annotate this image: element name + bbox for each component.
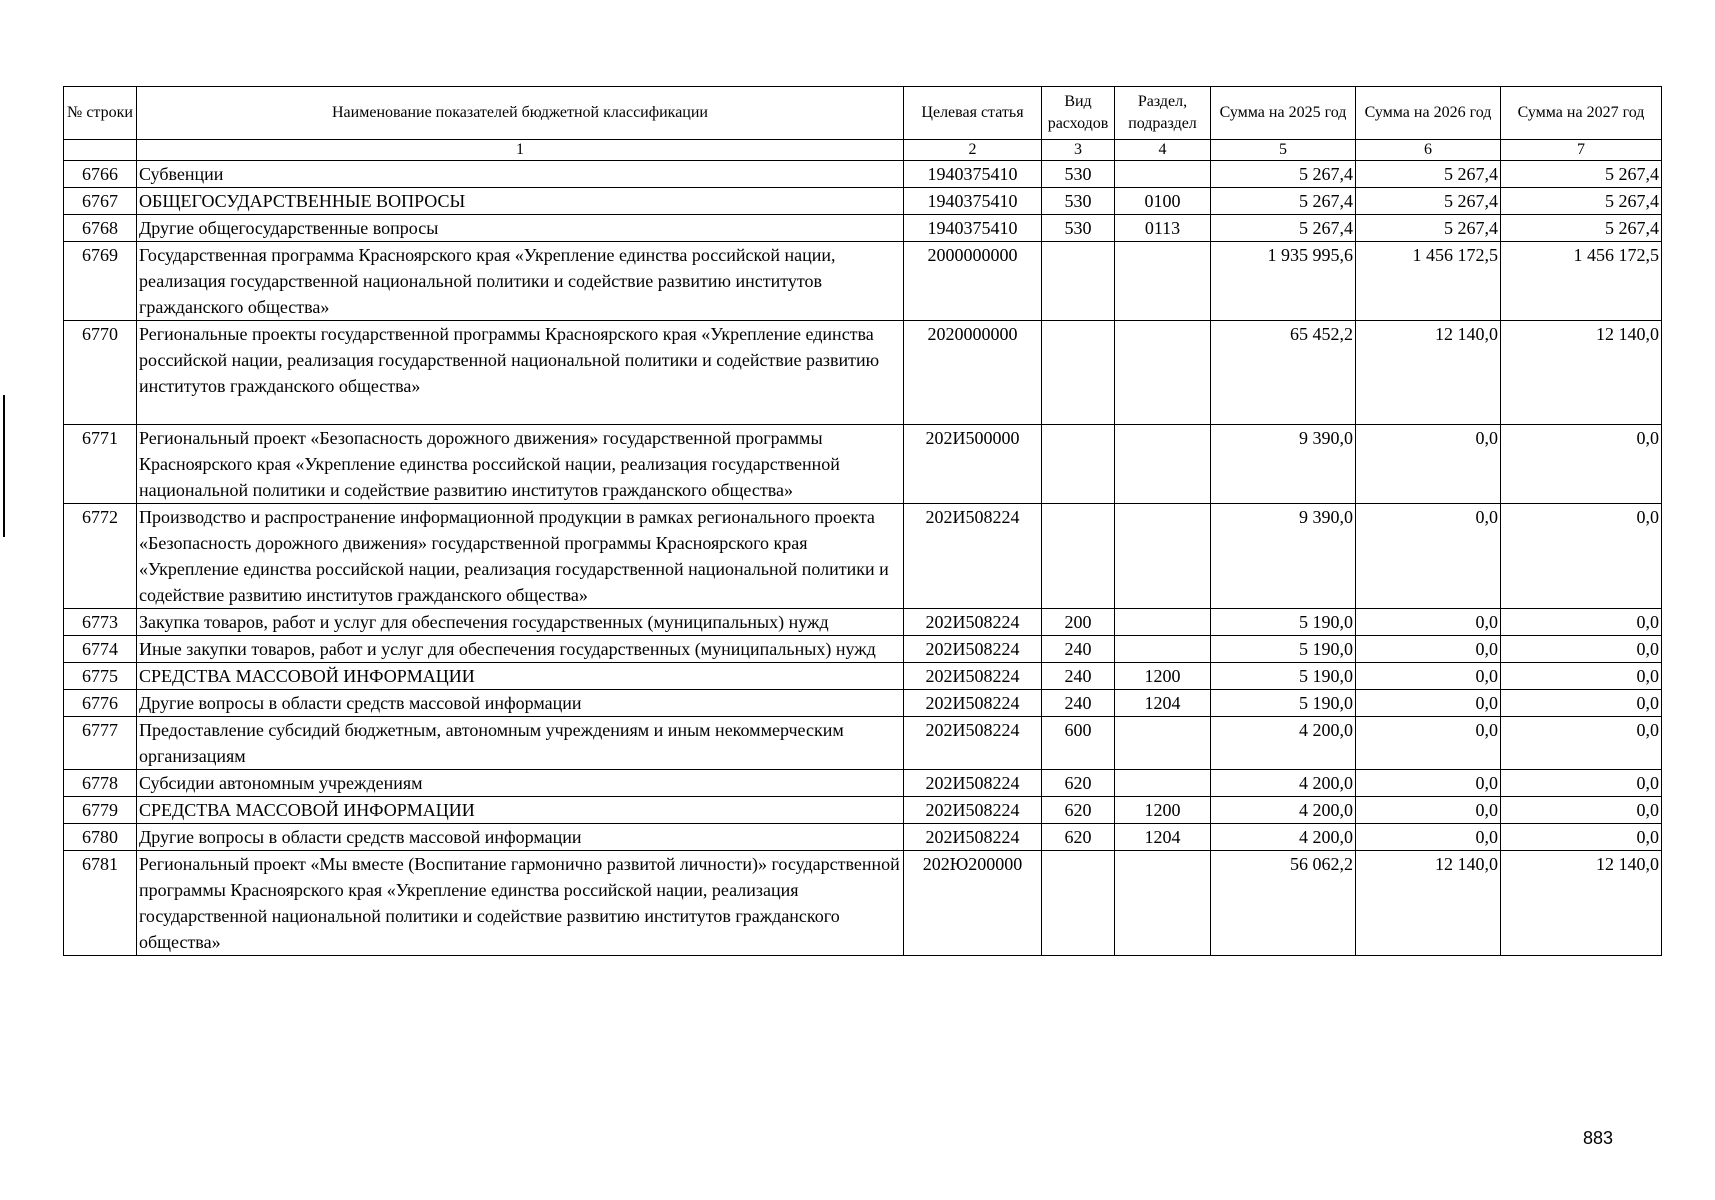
row-sum-2026: 0,0 bbox=[1356, 609, 1501, 636]
row-expense-type bbox=[1042, 242, 1115, 321]
table-row bbox=[64, 663, 1662, 690]
table-row bbox=[64, 690, 1662, 717]
header-section: Раздел, подраздел bbox=[1115, 87, 1211, 140]
row-number: 6777 bbox=[64, 717, 137, 770]
row-expense-type: 240 bbox=[1042, 663, 1115, 690]
row-sum-2025: 56 062,2 bbox=[1211, 851, 1356, 956]
row-name: Субсидии автономным учреждениям bbox=[137, 770, 904, 797]
row-sum-2025: 5 190,0 bbox=[1211, 663, 1356, 690]
row-sum-2027: 12 140,0 bbox=[1501, 321, 1662, 425]
row-section bbox=[1115, 321, 1211, 425]
row-section bbox=[1115, 504, 1211, 609]
row-name: Другие вопросы в области средств массовой информации bbox=[137, 690, 904, 717]
row-target-article: 1940375410 bbox=[904, 188, 1042, 215]
row-sum-2025: 4 200,0 bbox=[1211, 717, 1356, 770]
column-number: 1 bbox=[137, 140, 904, 161]
row-sum-2026: 0,0 bbox=[1356, 663, 1501, 690]
row-section: 1200 bbox=[1115, 663, 1211, 690]
row-number: 6766 bbox=[64, 161, 137, 188]
row-section: 0113 bbox=[1115, 215, 1211, 242]
row-expense-type bbox=[1042, 851, 1115, 956]
row-sum-2025: 5 267,4 bbox=[1211, 215, 1356, 242]
column-number: 3 bbox=[1042, 140, 1115, 161]
row-number: 6773 bbox=[64, 609, 137, 636]
row-sum-2025: 65 452,2 bbox=[1211, 321, 1356, 425]
row-target-article: 202И500000 bbox=[904, 425, 1042, 504]
row-name: Предоставление субсидий бюджетным, автономным учреждениям и иным некоммерческим организациям bbox=[137, 717, 904, 770]
row-sum-2026: 0,0 bbox=[1356, 770, 1501, 797]
row-section bbox=[1115, 609, 1211, 636]
column-number: 5 bbox=[1211, 140, 1356, 161]
row-name: Другие общегосударственные вопросы bbox=[137, 215, 904, 242]
row-target-article: 202И508224 bbox=[904, 636, 1042, 663]
row-number: 6779 bbox=[64, 797, 137, 824]
column-number: 7 bbox=[1501, 140, 1662, 161]
row-number: 6775 bbox=[64, 663, 137, 690]
row-section: 1204 bbox=[1115, 690, 1211, 717]
row-name: Другие вопросы в области средств массовой информации bbox=[137, 824, 904, 851]
budget-table bbox=[63, 86, 1662, 956]
row-sum-2027: 0,0 bbox=[1501, 690, 1662, 717]
row-name: Региональные проекты государственной программы Красноярского края «Укрепление единства российской нации, реализация государственной национальной политики и содействие развитию институтов гражданского общества» bbox=[137, 321, 904, 425]
row-name: СРЕДСТВА МАССОВОЙ ИНФОРМАЦИИ bbox=[137, 663, 904, 690]
table-row bbox=[64, 321, 1662, 425]
row-expense-type bbox=[1042, 504, 1115, 609]
margin-line bbox=[3, 395, 5, 537]
row-number: 6771 bbox=[64, 425, 137, 504]
table-row bbox=[64, 797, 1662, 824]
row-sum-2027: 12 140,0 bbox=[1501, 851, 1662, 956]
row-expense-type: 530 bbox=[1042, 161, 1115, 188]
row-sum-2027: 0,0 bbox=[1501, 824, 1662, 851]
table-row bbox=[64, 215, 1662, 242]
table-row bbox=[64, 242, 1662, 321]
row-section bbox=[1115, 242, 1211, 321]
row-sum-2027: 0,0 bbox=[1501, 504, 1662, 609]
row-sum-2027: 5 267,4 bbox=[1501, 161, 1662, 188]
table-body bbox=[64, 161, 1662, 956]
row-sum-2026: 5 267,4 bbox=[1356, 188, 1501, 215]
row-sum-2027: 0,0 bbox=[1501, 609, 1662, 636]
row-sum-2027: 0,0 bbox=[1501, 770, 1662, 797]
row-target-article: 202И508224 bbox=[904, 717, 1042, 770]
row-sum-2026: 1 456 172,5 bbox=[1356, 242, 1501, 321]
row-name: Производство и распространение информационной продукции в рамках регионального проекта «Безопасность дорожного движения» государственной программы Красноярского края «Укрепление единства российской нации, реализация государственной национальной политики и содействие развитию институтов гражданского общества» bbox=[137, 504, 904, 609]
table-row bbox=[64, 770, 1662, 797]
row-expense-type: 240 bbox=[1042, 690, 1115, 717]
header-row-no: № строки bbox=[64, 87, 137, 140]
row-target-article: 202И508224 bbox=[904, 504, 1042, 609]
row-sum-2025: 4 200,0 bbox=[1211, 770, 1356, 797]
column-number-row bbox=[64, 140, 1662, 161]
row-sum-2025: 5 190,0 bbox=[1211, 609, 1356, 636]
row-target-article: 2020000000 bbox=[904, 321, 1042, 425]
row-expense-type: 240 bbox=[1042, 636, 1115, 663]
row-target-article: 202Ю200000 bbox=[904, 851, 1042, 956]
table-row bbox=[64, 188, 1662, 215]
column-number: 6 bbox=[1356, 140, 1501, 161]
row-expense-type: 530 bbox=[1042, 215, 1115, 242]
row-sum-2025: 4 200,0 bbox=[1211, 824, 1356, 851]
row-sum-2026: 0,0 bbox=[1356, 504, 1501, 609]
column-number: 4 bbox=[1115, 140, 1211, 161]
table-row bbox=[64, 824, 1662, 851]
row-number: 6772 bbox=[64, 504, 137, 609]
table-row bbox=[64, 636, 1662, 663]
header-row bbox=[64, 87, 1662, 140]
row-sum-2027: 5 267,4 bbox=[1501, 215, 1662, 242]
row-sum-2027: 0,0 bbox=[1501, 636, 1662, 663]
column-number-empty bbox=[64, 140, 137, 161]
row-sum-2027: 0,0 bbox=[1501, 797, 1662, 824]
row-section bbox=[1115, 717, 1211, 770]
header-target-article: Целевая статья bbox=[904, 87, 1042, 140]
row-expense-type bbox=[1042, 321, 1115, 425]
row-number: 6774 bbox=[64, 636, 137, 663]
row-name: СРЕДСТВА МАССОВОЙ ИНФОРМАЦИИ bbox=[137, 797, 904, 824]
row-target-article: 202И508224 bbox=[904, 690, 1042, 717]
row-expense-type: 620 bbox=[1042, 797, 1115, 824]
column-number: 2 bbox=[904, 140, 1042, 161]
row-section: 1204 bbox=[1115, 824, 1211, 851]
table-row bbox=[64, 504, 1662, 609]
row-sum-2026: 0,0 bbox=[1356, 824, 1501, 851]
row-sum-2025: 9 390,0 bbox=[1211, 425, 1356, 504]
row-sum-2025: 1 935 995,6 bbox=[1211, 242, 1356, 321]
row-sum-2026: 12 140,0 bbox=[1356, 321, 1501, 425]
header-expense-type: Вид расходов bbox=[1042, 87, 1115, 140]
row-number: 6769 bbox=[64, 242, 137, 321]
table-row bbox=[64, 425, 1662, 504]
row-sum-2025: 5 190,0 bbox=[1211, 690, 1356, 717]
row-name: ОБЩЕГОСУДАРСТВЕННЫЕ ВОПРОСЫ bbox=[137, 188, 904, 215]
row-section bbox=[1115, 851, 1211, 956]
table-row bbox=[64, 609, 1662, 636]
row-sum-2027: 0,0 bbox=[1501, 425, 1662, 504]
row-sum-2026: 0,0 bbox=[1356, 797, 1501, 824]
row-sum-2025: 5 267,4 bbox=[1211, 188, 1356, 215]
row-expense-type: 620 bbox=[1042, 824, 1115, 851]
row-target-article: 1940375410 bbox=[904, 215, 1042, 242]
row-number: 6768 bbox=[64, 215, 137, 242]
row-sum-2027: 0,0 bbox=[1501, 663, 1662, 690]
row-target-article: 202И508224 bbox=[904, 797, 1042, 824]
row-number: 6781 bbox=[64, 851, 137, 956]
row-target-article: 202И508224 bbox=[904, 663, 1042, 690]
row-expense-type: 530 bbox=[1042, 188, 1115, 215]
row-section bbox=[1115, 425, 1211, 504]
row-target-article: 1940375410 bbox=[904, 161, 1042, 188]
row-sum-2027: 1 456 172,5 bbox=[1501, 242, 1662, 321]
row-name: Закупка товаров, работ и услуг для обеспечения государственных (муниципальных) нужд bbox=[137, 609, 904, 636]
header-sum-2027: Сумма на 2027 год bbox=[1501, 87, 1662, 140]
row-expense-type bbox=[1042, 425, 1115, 504]
row-sum-2026: 0,0 bbox=[1356, 425, 1501, 504]
row-name: Региональный проект «Безопасность дорожного движения» государственной программы Красноярского края «Укрепление единства российской нации, реализация государственной национальной политики и содействие развитию институтов гражданского общества» bbox=[137, 425, 904, 504]
row-sum-2025: 5 190,0 bbox=[1211, 636, 1356, 663]
row-section: 1200 bbox=[1115, 797, 1211, 824]
row-section bbox=[1115, 161, 1211, 188]
row-number: 6767 bbox=[64, 188, 137, 215]
row-section: 0100 bbox=[1115, 188, 1211, 215]
row-expense-type: 620 bbox=[1042, 770, 1115, 797]
table-row bbox=[64, 851, 1662, 956]
row-sum-2025: 4 200,0 bbox=[1211, 797, 1356, 824]
table-row bbox=[64, 717, 1662, 770]
page-number: 883 bbox=[1582, 1128, 1613, 1148]
row-section bbox=[1115, 770, 1211, 797]
row-sum-2026: 0,0 bbox=[1356, 717, 1501, 770]
row-target-article: 202И508224 bbox=[904, 770, 1042, 797]
row-number: 6770 bbox=[64, 321, 137, 425]
row-target-article: 202И508224 bbox=[904, 609, 1042, 636]
row-sum-2027: 0,0 bbox=[1501, 717, 1662, 770]
row-sum-2026: 0,0 bbox=[1356, 636, 1501, 663]
row-target-article: 202И508224 bbox=[904, 824, 1042, 851]
row-sum-2026: 12 140,0 bbox=[1356, 851, 1501, 956]
row-name: Иные закупки товаров, работ и услуг для обеспечения государственных (муниципальных) нужд bbox=[137, 636, 904, 663]
row-sum-2026: 5 267,4 bbox=[1356, 215, 1501, 242]
row-section bbox=[1115, 636, 1211, 663]
row-target-article: 2000000000 bbox=[904, 242, 1042, 321]
row-sum-2026: 0,0 bbox=[1356, 690, 1501, 717]
row-sum-2025: 5 267,4 bbox=[1211, 161, 1356, 188]
row-expense-type: 200 bbox=[1042, 609, 1115, 636]
header-sum-2026: Сумма на 2026 год bbox=[1356, 87, 1501, 140]
row-sum-2025: 9 390,0 bbox=[1211, 504, 1356, 609]
header-sum-2025: Сумма на 2025 год bbox=[1211, 87, 1356, 140]
row-number: 6778 bbox=[64, 770, 137, 797]
row-name: Региональный проект «Мы вместе (Воспитание гармонично развитой личности)» государственной программы Красноярского края «Укрепление единства российской нации, реализация государственной национальной политики и содействие развитию институтов гражданского общества» bbox=[137, 851, 904, 956]
row-number: 6776 bbox=[64, 690, 137, 717]
row-expense-type: 600 bbox=[1042, 717, 1115, 770]
row-name: Государственная программа Красноярского края «Укрепление единства российской нации, реализация государственной национальной политики и содействие развитию институтов гражданского общества» bbox=[137, 242, 904, 321]
table-row bbox=[64, 161, 1662, 188]
row-sum-2027: 5 267,4 bbox=[1501, 188, 1662, 215]
row-sum-2026: 5 267,4 bbox=[1356, 161, 1501, 188]
row-number: 6780 bbox=[64, 824, 137, 851]
row-name: Субвенции bbox=[137, 161, 904, 188]
header-name: Наименование показателей бюджетной классификации bbox=[137, 87, 904, 140]
